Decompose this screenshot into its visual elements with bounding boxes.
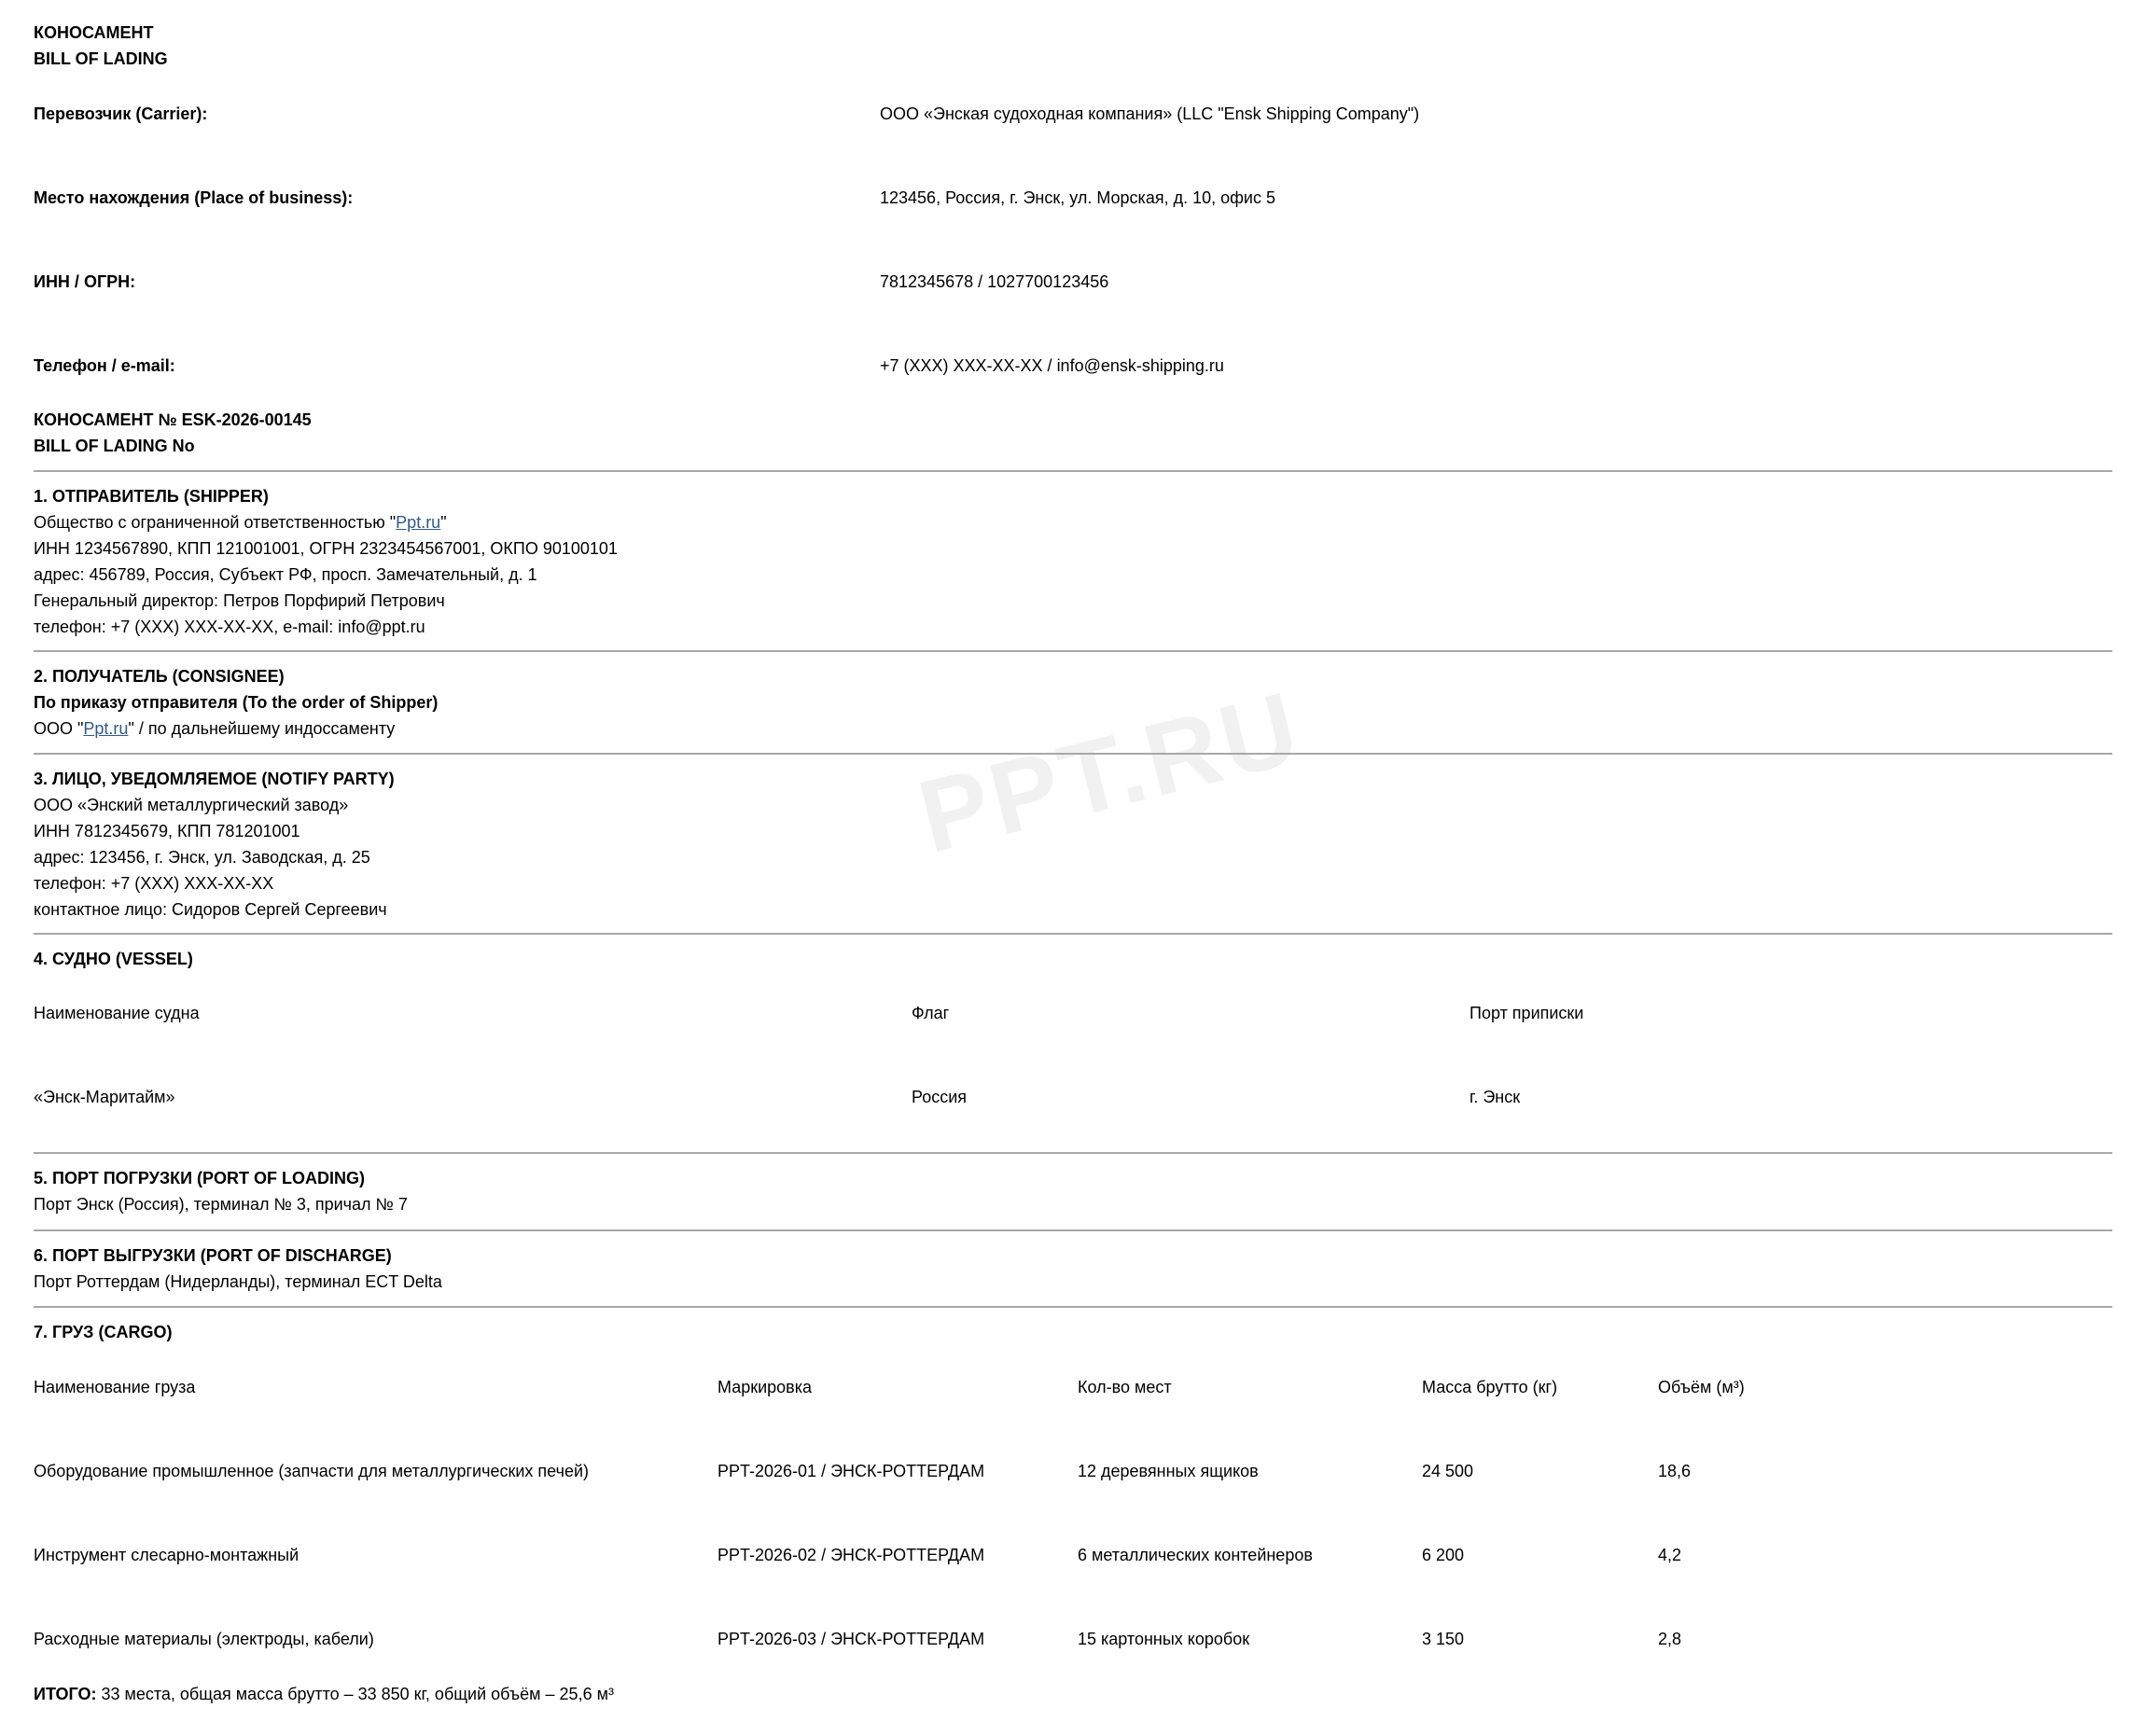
- notify-ids: ИНН 7812345679, КПП 781201001: [34, 822, 300, 840]
- shipper-address: адрес: 456789, Россия, Субъект РФ, просп. Замечательный, д. 1: [34, 565, 537, 584]
- vessel-port: г. Энск: [1469, 1088, 1521, 1106]
- cargo-cell-marking: PPT-2026-03 / ЭНСК-РОТТЕРДАМ: [717, 1630, 985, 1648]
- carrier-value: ООО «Энская судоходная компания» (LLC "Ensk Shipping Company"): [880, 104, 1420, 123]
- cargo-cell-packages: 12 деревянных ящиков: [1078, 1462, 1259, 1480]
- cargo-cell-gross-weight: 3 150: [1422, 1630, 1465, 1648]
- bl-number-line-ru: КОНОСАМЕНТ № ESK-2026-00145: [34, 410, 312, 429]
- loading-section: [34, 1165, 408, 1217]
- cargo-col-volume: Объём (м³): [1658, 1378, 1745, 1396]
- discharge-value: Порт Роттердам (Нидерланды), терминал ECT Delta: [34, 1272, 442, 1291]
- notify-address: адрес: 123456, г. Энск, ул. Заводская, д. 25: [34, 848, 370, 867]
- vessel-heading: 4. СУДНО (VESSEL): [34, 950, 193, 968]
- consignee-name-suffix: " / по дальнейшему индоссаменту: [128, 719, 396, 738]
- cargo-cell-packages: 15 картонных коробок: [1078, 1630, 1250, 1648]
- cargo-total: [34, 1681, 614, 1707]
- divider: [34, 470, 2112, 472]
- cargo-cell-volume: 4,2: [1658, 1546, 1682, 1564]
- cargo-total-value: 33 места, общая масса брутто – 33 850 кг, общий объём – 25,6 м³: [96, 1685, 614, 1703]
- divider: [34, 1152, 2112, 1154]
- consignee-heading: 2. ПОЛУЧАТЕЛЬ (CONSIGNEE): [34, 667, 285, 686]
- consignee-name-prefix: ООО ": [34, 719, 84, 738]
- consignee-name-link[interactable]: Ppt.ru: [83, 719, 129, 738]
- divider: [34, 933, 2112, 935]
- discharge-section: [34, 1243, 442, 1295]
- contact-value: +7 (XXX) XXX-XX-XX / info@ensk-shipping.ru: [880, 356, 1224, 375]
- bl-number: [34, 407, 312, 459]
- carrier-label: Перевозчик (Carrier):: [34, 104, 208, 123]
- divider: [34, 650, 2112, 652]
- notify-contact: контактное лицо: Сидоров Сергей Сергеевич: [34, 900, 387, 919]
- consignee-section: [34, 663, 438, 742]
- vessel-flag: Россия: [912, 1088, 968, 1106]
- title-en: BILL OF LADING: [34, 49, 168, 68]
- vessel-col-port: Порт приписки: [1469, 1004, 1584, 1022]
- cargo-col-packages: Кол-во мест: [1078, 1378, 1172, 1396]
- consignee-order: По приказу отправителя (To the order of Shipper): [34, 693, 439, 712]
- cargo-col-marking: Маркировка: [717, 1378, 813, 1396]
- shipper-ids: ИНН 1234567890, КПП 121001001, ОГРН 2323454567001, ОКПО 90100101: [34, 539, 618, 558]
- discharge-heading: 6. ПОРТ ВЫГРУЗКИ (PORT OF DISCHARGE): [34, 1246, 392, 1265]
- cargo-cell-marking: PPT-2026-01 / ЭНСК-РОТТЕРДАМ: [717, 1462, 985, 1480]
- shipper-director: Генеральный директор: Петров Порфирий Петрович: [34, 591, 445, 610]
- cargo-col-gross-weight: Масса брутто (кг): [1422, 1378, 1558, 1396]
- notify-phone: телефон: +7 (XXX) XXX-XX-XX: [34, 874, 274, 893]
- divider: [34, 1306, 2112, 1308]
- vessel-col-flag: Флаг: [912, 1004, 950, 1022]
- loading-heading: 5. ПОРТ ПОГРУЗКИ (PORT OF LOADING): [34, 1169, 366, 1187]
- inn-label: ИНН / ОГРН:: [34, 272, 136, 291]
- cargo-col-description: Наименование груза: [34, 1378, 196, 1396]
- place-value: 123456, Россия, г. Энск, ул. Морская, д. 10, офис 5: [880, 188, 1275, 207]
- cargo-cell-marking: PPT-2026-02 / ЭНСК-РОТТЕРДАМ: [717, 1546, 985, 1564]
- inn-value: 7812345678 / 1027700123456: [880, 272, 1109, 291]
- cargo-cell-description: Оборудование промышленное (запчасти для металлургических печей): [34, 1462, 590, 1480]
- shipper-name: [34, 509, 618, 535]
- divider: [34, 753, 2112, 755]
- cargo-cell-description: Инструмент слесарно-монтажный: [34, 1546, 299, 1564]
- watermark: PPT.RU: [908, 669, 1312, 875]
- divider: [34, 1229, 2112, 1231]
- cargo-cell-gross-weight: 6 200: [1422, 1546, 1465, 1564]
- contact-label: Телефон / e-mail:: [34, 356, 175, 375]
- shipper-name-link[interactable]: Ppt.ru: [396, 513, 441, 532]
- notify-section: [34, 766, 395, 923]
- cargo-cell-volume: 2,8: [1658, 1630, 1682, 1648]
- loading-value: Порт Энск (Россия), терминал № 3, причал № 7: [34, 1195, 408, 1214]
- cargo-cell-gross-weight: 24 500: [1422, 1462, 1474, 1480]
- cargo-cell-volume: 18,6: [1658, 1462, 1692, 1480]
- shipper-name-suffix: ": [440, 513, 447, 532]
- consignee-name: [34, 715, 438, 742]
- document-title: [34, 20, 168, 72]
- place-label: Место нахождения (Place of business):: [34, 188, 354, 207]
- notify-heading: 3. ЛИЦО, УВЕДОМЛЯЕМОЕ (NOTIFY PARTY): [34, 770, 395, 788]
- shipper-section: [34, 483, 618, 640]
- notify-name: ООО «Энский металлургический завод»: [34, 796, 349, 814]
- cargo-heading: 7. ГРУЗ (CARGO): [34, 1323, 173, 1341]
- vessel-name: «Энск-Маритайм»: [34, 1088, 175, 1106]
- bl-number-line-en: BILL OF LADING No: [34, 437, 195, 455]
- shipper-contacts: телефон: +7 (XXX) XXX-XX-XX, e-mail: info@ppt.ru: [34, 618, 425, 636]
- cargo-total-label: ИТОГО:: [34, 1685, 97, 1703]
- vessel-col-name: Наименование судна: [34, 1004, 200, 1022]
- cargo-cell-description: Расходные материалы (электроды, кабели): [34, 1630, 374, 1648]
- title-ru: КОНОСАМЕНТ: [34, 23, 154, 42]
- cargo-cell-packages: 6 металлических контейнеров: [1078, 1546, 1313, 1564]
- shipper-name-prefix: Общество с ограниченной ответственностью ": [34, 513, 397, 532]
- shipper-heading: 1. ОТПРАВИТЕЛЬ (SHIPPER): [34, 487, 269, 506]
